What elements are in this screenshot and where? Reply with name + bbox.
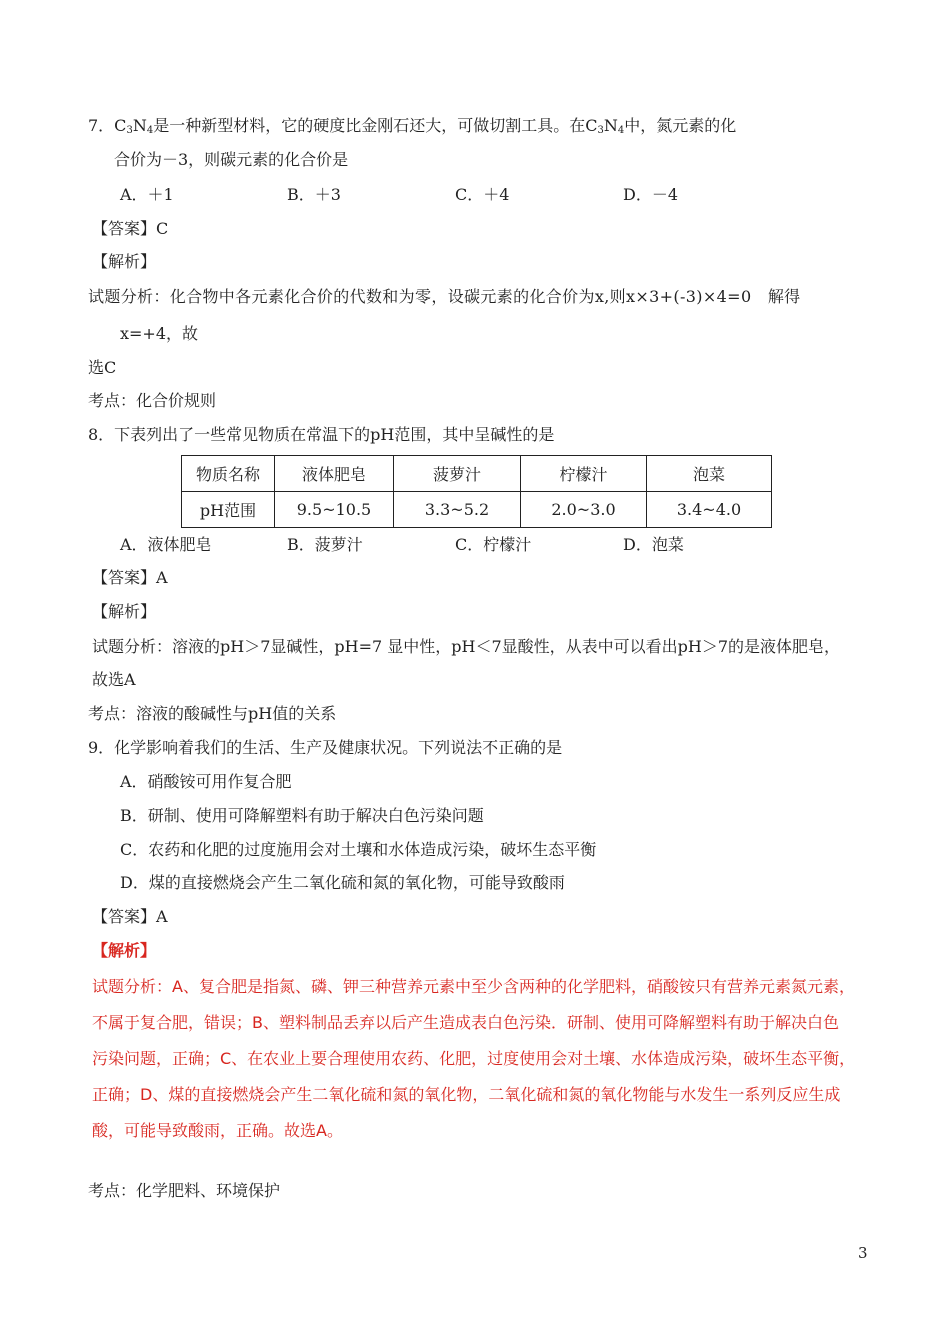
q7-answer: 【答案】C [92, 219, 169, 238]
table-row [182, 456, 772, 492]
table-header-cell: 物质名称 [182, 456, 275, 492]
q9-option-a: A．硝酸铵可用作复合肥 [120, 772, 292, 791]
q9-stem: 9．化学影响着我们的生活、生产及健康状况。下列说法不正确的是 [88, 738, 563, 757]
table-header-cell: 柠檬汁 [521, 456, 647, 492]
q7-option-b: B．＋3 [287, 185, 341, 204]
q7-analysis-line1: 试题分析：化合物中各元素化合价的代数和为零，设碳元素的化合价为x,则x×3+(-3)×4=0 解得 [88, 287, 801, 306]
q7-analysis-line2: x=+4，故 [120, 324, 199, 343]
q9-analysis-line5: 酸，可能导致酸雨，正确。故选A。 [92, 1121, 343, 1140]
q8-analysis-line1: 试题分析：溶液的pH＞7显碱性，pH=7 显中性，pH＜7显酸性，从表中可以看出pH＞7的是液体肥皂， [92, 637, 840, 656]
table-cell: 2.0~3.0 [521, 492, 647, 528]
q8-option-d: D．泡菜 [623, 535, 684, 554]
q9-point: 考点：化学肥料、环境保护 [88, 1181, 281, 1200]
table-header-cell: 菠萝汁 [394, 456, 521, 492]
q8-option-c: C．柠檬汁 [455, 535, 532, 554]
q7-point: 考点：化合价规则 [88, 391, 217, 410]
q9-option-b: B．研制、使用可降解塑料有助于解决白色污染问题 [120, 806, 484, 825]
ph-table [181, 455, 772, 528]
q9-analysis-line1: 试题分析：A、复合肥是指氮、磷、钾三种营养元素中至少含两种的化学肥料，硝酸铵只有营养元素氮元素， [92, 977, 855, 996]
q9-answer: 【答案】A [92, 907, 168, 926]
q9-analysis-label: 【解析】 [92, 941, 157, 960]
q7-option-a: A．＋1 [120, 185, 174, 204]
q8-analysis-label: 【解析】 [92, 602, 157, 621]
q7-stem-line2: 合价为－3，则碳元素的化合价是 [114, 150, 349, 169]
table-cell: 3.4~4.0 [647, 492, 772, 528]
q7-analysis-line3: 选C [88, 358, 117, 377]
q9-option-d: D．煤的直接燃烧会产生二氧化硫和氮的氧化物，可能导致酸雨 [120, 873, 565, 892]
q7-option-c: C．＋4 [455, 185, 510, 204]
q9-analysis-line3: 污染问题，正确；C、在农业上要合理使用农药、化肥，过度使用会对土壤、水体造成污染，破坏生态平衡， [92, 1049, 856, 1068]
table-row [182, 492, 772, 528]
q7-stem-line1: 7．$C_3N_4$是一种新型材料，它的硬度比金刚石还大，可做切割工具。在$C_3N_4$中，氮元素的化 [88, 116, 737, 136]
table-cell: pH范围 [182, 492, 275, 528]
table-cell: 9.5~10.5 [275, 492, 394, 528]
q9-option-c: C．农药和化肥的过度施用会对土壤和水体造成污染，破坏生态平衡 [120, 840, 597, 859]
table-header-cell: 液体肥皂 [275, 456, 394, 492]
q8-answer: 【答案】A [92, 568, 168, 587]
q8-option-b: B．菠萝汁 [287, 535, 363, 554]
table-header-cell: 泡菜 [647, 456, 772, 492]
q8-point: 考点：溶液的酸碱性与pH值的关系 [88, 704, 337, 723]
page-number: 3 [858, 1244, 868, 1262]
q8-option-a: A．液体肥皂 [120, 535, 212, 554]
q8-analysis-line2: 故选A [92, 670, 136, 689]
q8-stem: 8．下表列出了一些常见物质在常温下的pH范围，其中呈碱性的是 [88, 425, 555, 444]
table-cell: 3.3~5.2 [394, 492, 521, 528]
q9-analysis-line4: 正确；D、煤的直接燃烧会产生二氧化硫和氮的氧化物，二氧化硫和氮的氧化物能与水发生一系列反应生成 [92, 1085, 841, 1104]
q9-analysis-line2: 不属于复合肥，错误；B、塑料制品丢弃以后产生造成表白色污染．研制、使用可降解塑料有助于解决白色 [92, 1013, 839, 1032]
q7-option-d: D．－4 [623, 185, 679, 204]
q7-analysis-label: 【解析】 [92, 252, 157, 271]
